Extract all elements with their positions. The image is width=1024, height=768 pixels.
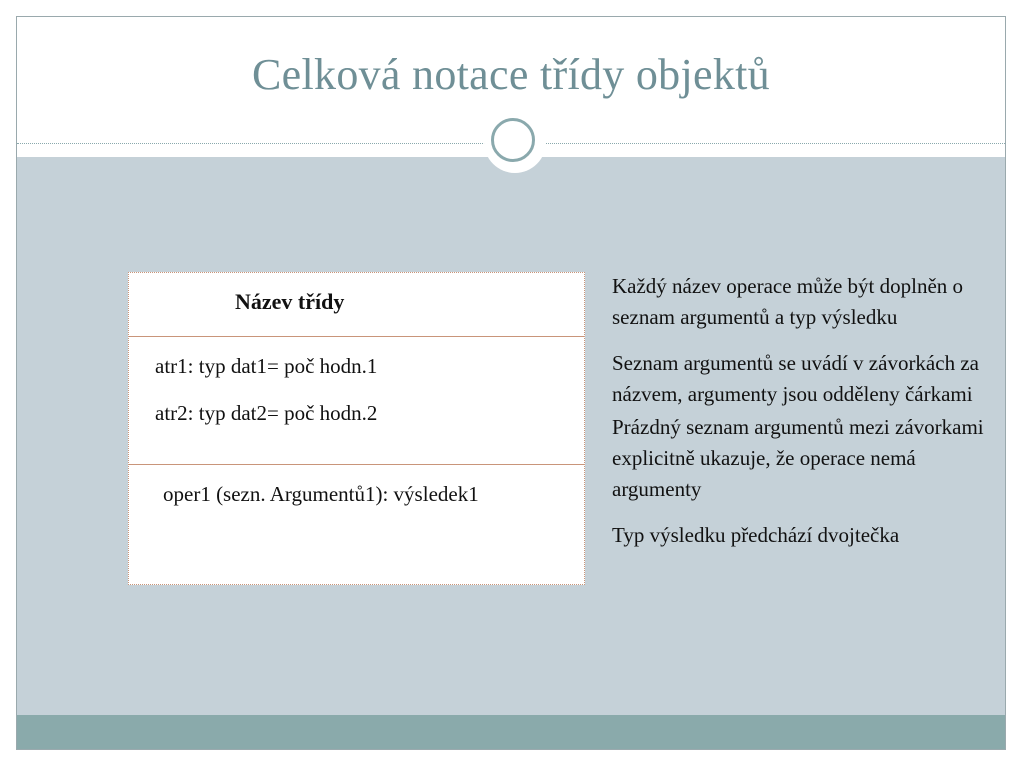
note-argument-list: Seznam argumentů se uvádí v závorkách za názvem, argumenty jsou odděleny čárkami [612,351,979,406]
decorative-circle-icon [491,118,535,162]
uml-operation-1: oper1 (sezn. Argumentů1): výsledek1 [163,482,479,506]
uml-attribute-1: atr1: typ dat1= poč hodn.1 [155,354,378,378]
slide-title: Celková notace třídy objektů [252,50,770,99]
uml-class-diagram [128,272,585,585]
uml-name-compartment [129,273,584,337]
explanation-notes [612,271,997,566]
note-result-type: Typ výsledku předchází dvojtečka [612,523,900,547]
slide [16,16,1006,750]
note-empty-arguments: Prázdný seznam argumentů mezi závorkami explicitně ukazuje, že operace nemá argumenty [612,415,984,501]
uml-class-name: Název třídy [235,289,345,314]
uml-attributes-compartment [129,337,584,465]
note-operation-arguments: Každý název operace může být doplněn o seznam argumentů a typ výsledku [612,274,964,329]
uml-attribute-2: atr2: typ dat2= poč hodn.2 [155,401,378,425]
uml-operations-compartment [129,465,584,585]
bottom-band [17,715,1005,749]
